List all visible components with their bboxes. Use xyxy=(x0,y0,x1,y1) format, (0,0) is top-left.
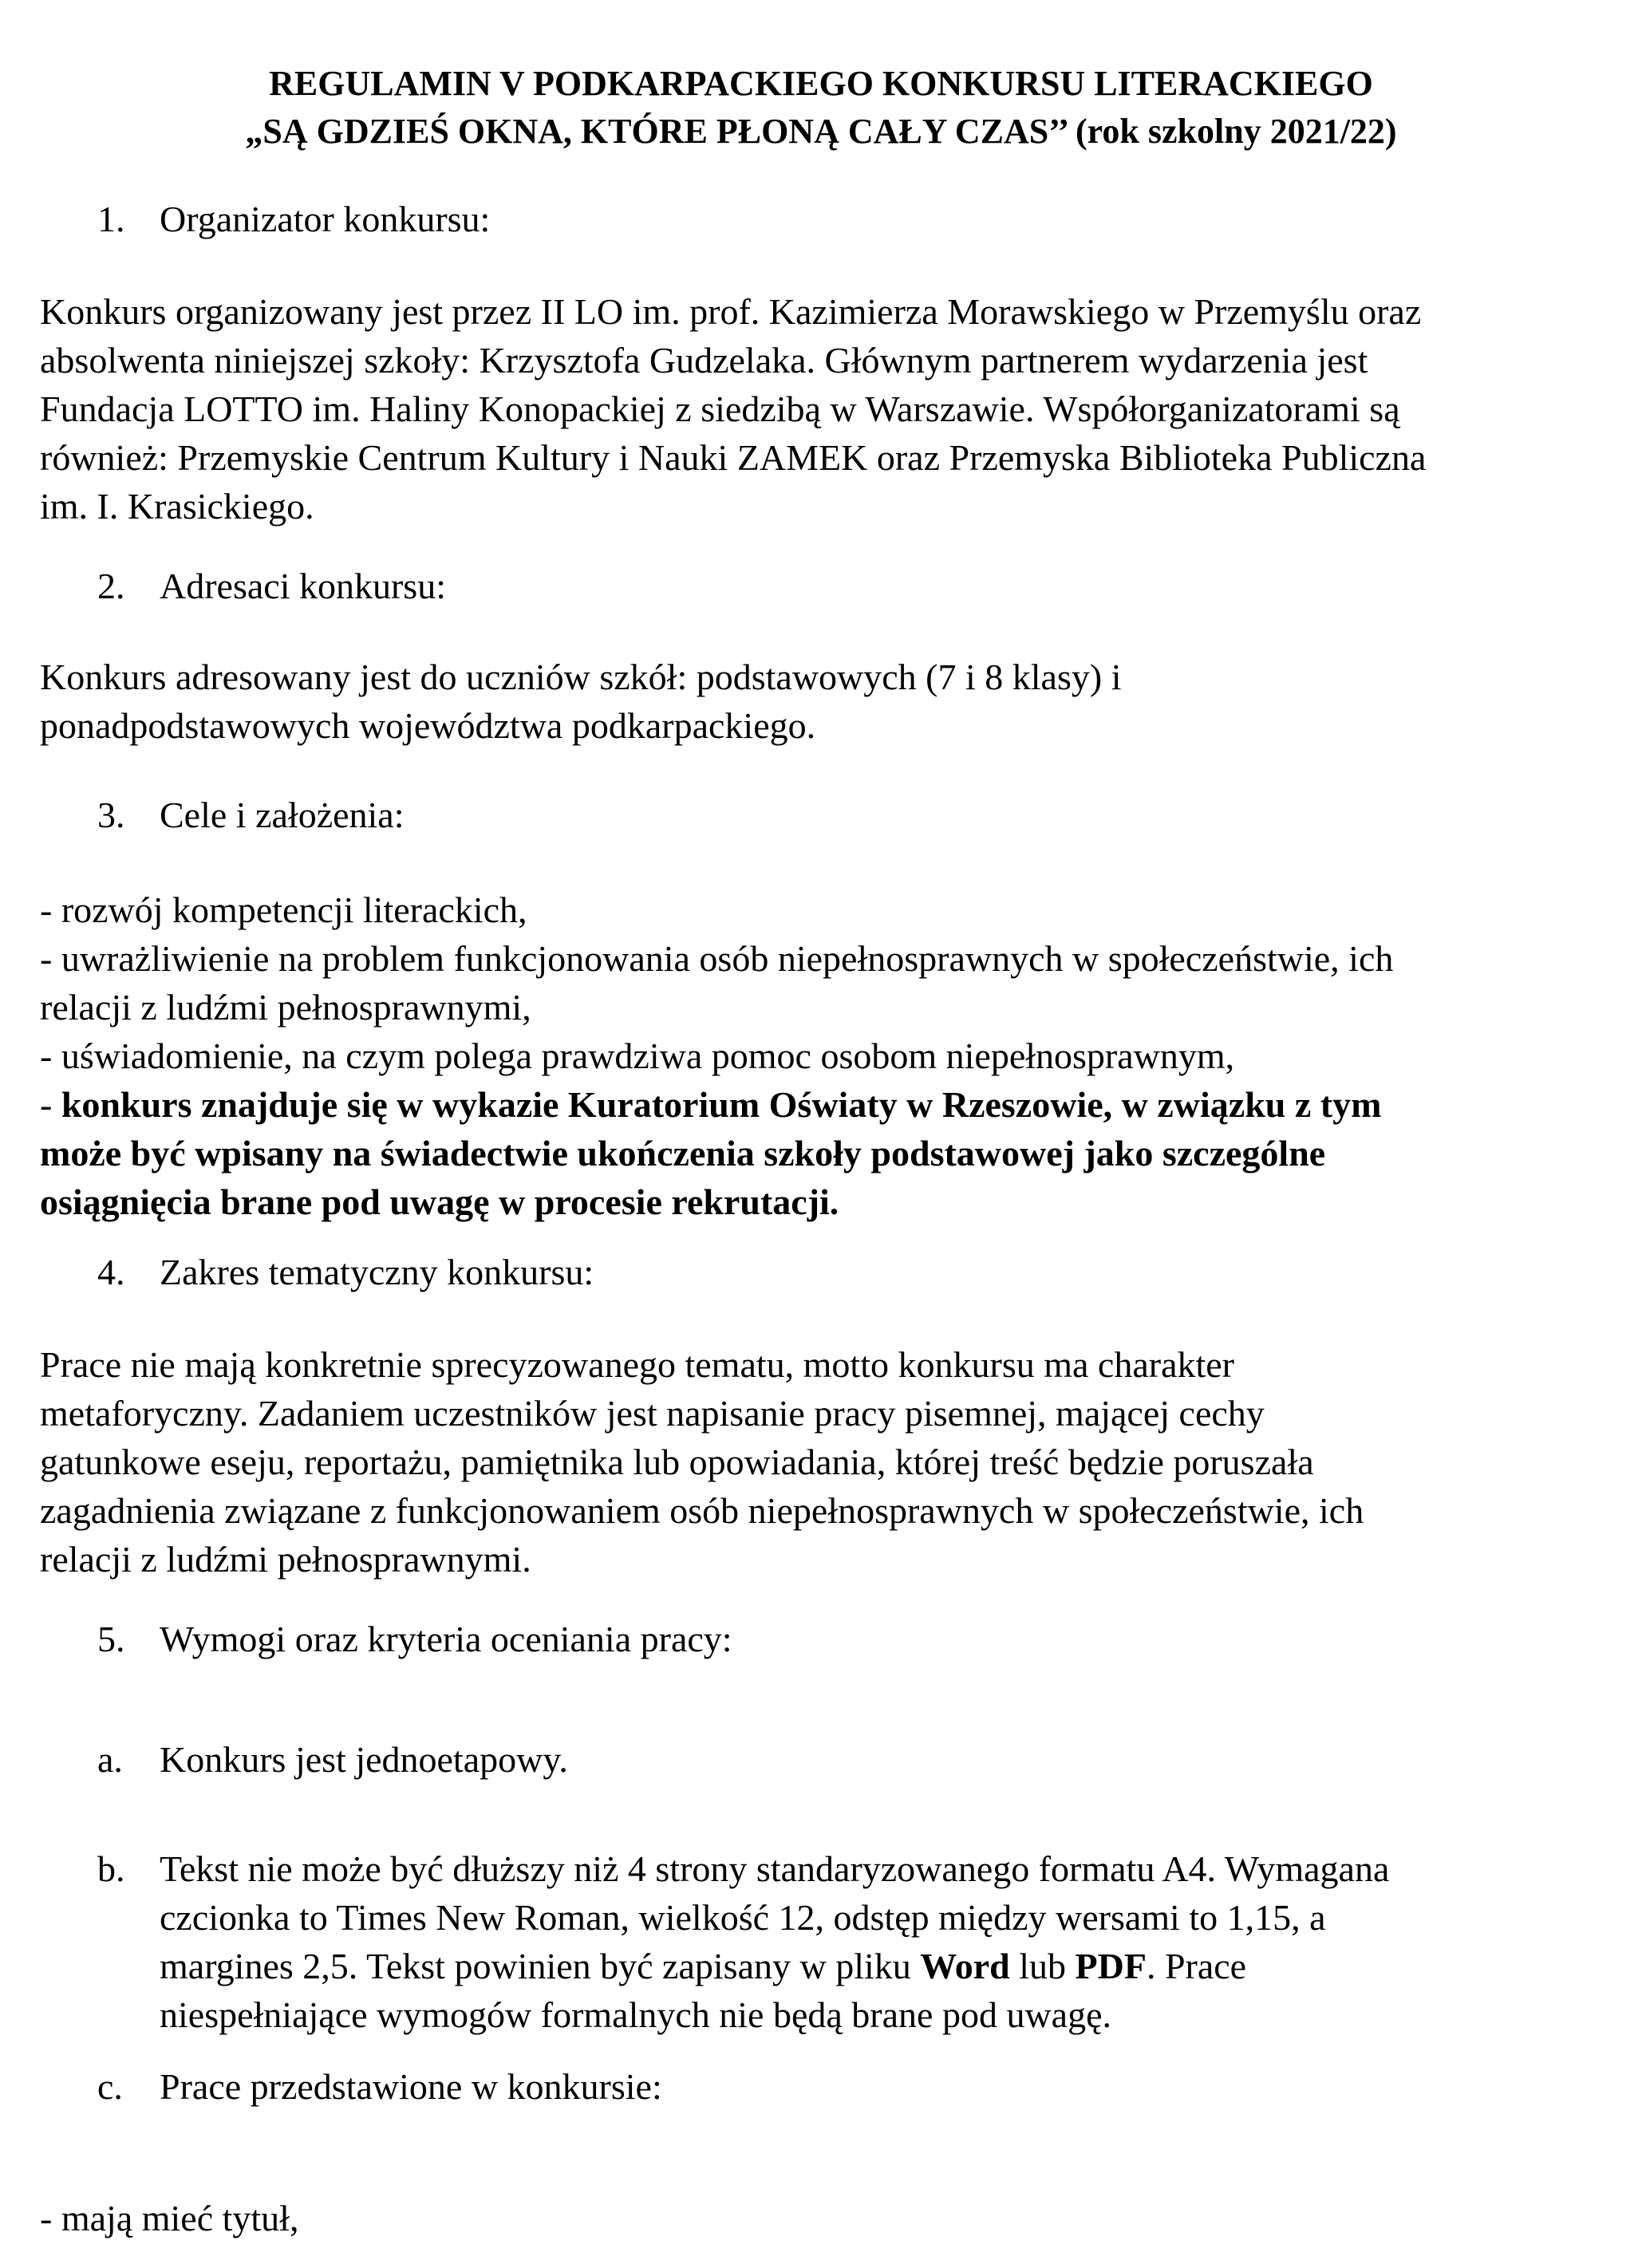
item-line: niespełniające wymogów formalnych nie będą brane pod uwagę. xyxy=(160,1994,1112,2035)
paragraph-line: również: Przemyskie Centrum Kultury i Nauki ZAMEK oraz Przemyska Biblioteka Publiczna xyxy=(40,437,1427,478)
section-number: 1. xyxy=(97,199,125,239)
item-text xyxy=(160,1735,568,1784)
section-3-list xyxy=(40,886,1393,1226)
list-item-bold-continuation: osiągnięcia brane pod uwagę w procesie rekrutacji. xyxy=(40,1181,839,1222)
section-number: 5. xyxy=(97,1619,125,1659)
item-text xyxy=(160,1844,1389,2039)
paragraph-line: Konkurs organizowany jest przez II LO im. prof. Kazimierza Morawskiego w Przemyślu oraz xyxy=(40,291,1422,332)
section-title: Cele i założenia: xyxy=(160,795,405,835)
section-number: 2. xyxy=(97,566,125,606)
paragraph-line: Fundacja LOTTO im. Haliny Konopackiej z siedzibą w Warszawie. Współorganizatorami są xyxy=(40,389,1400,429)
paragraph-line: metaforyczny. Zadaniem uczestników jest napisanie pracy pisemnej, mającej cechy xyxy=(40,1393,1265,1434)
item-text-segment: . Prace xyxy=(1146,1946,1247,1986)
section-4-paragraph xyxy=(40,1340,1364,1584)
document-title-line-1: REGULAMIN V PODKARPACKIEGO KONKURSU LITERACKIEGO xyxy=(269,64,1373,103)
paragraph-line: Prace nie mają konkretnie sprecyzowanego tematu, motto konkursu ma charakter xyxy=(40,1344,1234,1385)
list-item: - uświadomienie, na czym polega prawdziwa pomoc osobom niepełnosprawnym, xyxy=(40,1035,1235,1076)
item-label: a. xyxy=(97,1739,123,1780)
section-4-heading xyxy=(97,1248,594,1296)
section-3-heading xyxy=(97,791,405,839)
list-item: - rozwój kompetencji literackich, xyxy=(40,889,527,930)
list-dash: - xyxy=(40,1084,61,1125)
paragraph-line: ponadpodstawowych województwa podkarpackiego. xyxy=(40,705,816,746)
item-line: Konkurs jest jednoetapowy. xyxy=(160,1739,568,1780)
file-format-pdf: PDF xyxy=(1075,1946,1147,1986)
section-title: Wymogi oraz kryteria oceniania pracy: xyxy=(160,1619,732,1659)
section-2-paragraph xyxy=(40,653,1121,750)
paragraph-line: im. I. Krasickiego. xyxy=(40,486,314,527)
list-item: - uwrażliwienie na problem funkcjonowania osób niepełnosprawnych w społeczeństwie, ich xyxy=(40,938,1394,979)
section-title: Adresaci konkursu: xyxy=(160,566,446,606)
section-number: 4. xyxy=(97,1252,125,1292)
item-line: Tekst nie może być dłuższy niż 4 strony standaryzowanego formatu A4. Wymagana xyxy=(160,1848,1390,1889)
document-title-line-2: „SĄ GDZIEŚ OKNA, KTÓRE PŁONĄ CAŁY CZAS’’ (rok szkolny 2021/22) xyxy=(245,112,1397,151)
paragraph-line: gatunkowe eseju, reportażu, pamiętnika lub opowiadania, której treść będzie poruszała xyxy=(40,1442,1314,1482)
file-format-word: Word xyxy=(920,1946,1010,1986)
item-line xyxy=(160,1942,1389,1990)
section-2-heading xyxy=(97,562,446,610)
item-line: Prace przedstawione w konkursie: xyxy=(160,2066,662,2107)
section-title: Organizator konkursu: xyxy=(160,199,491,239)
section-title: Zakres tematyczny konkursu: xyxy=(160,1252,594,1292)
paragraph-line: Konkurs adresowany jest do uczniów szkół: podstawowych (7 i 8 klasy) i xyxy=(40,657,1122,697)
list-item-bold-continuation: może być wpisany na świadectwie ukończenia szkoły podstawowej jako szczególne xyxy=(40,1133,1326,1173)
list-item-continuation: relacji z ludźmi pełnosprawnymi, xyxy=(40,987,531,1028)
paragraph-line: relacji z ludźmi pełnosprawnymi. xyxy=(40,1539,531,1580)
item-line: czcionka to Times New Roman, wielkość 12, odstęp między wersami to 1,15, a xyxy=(160,1897,1326,1938)
item-text-segment: lub xyxy=(1009,1946,1076,1986)
item-text-segment: margines 2,5. Tekst powinien być zapisany w pliku xyxy=(160,1946,921,1986)
bold-text: konkurs znajduje się w wykazie Kuratorium Oświaty w Rzeszowie, w związku z tym xyxy=(61,1084,1382,1125)
item-label: b. xyxy=(97,1848,125,1889)
section-1-paragraph xyxy=(40,287,1426,531)
requirement-c-subitem: - mają mieć tytuł, xyxy=(40,2198,299,2238)
paragraph-line: absolwenta niniejszej szkoły: Krzysztofa Gudzelaka. Głównym partnerem wydarzenia jest xyxy=(40,340,1368,381)
section-5-heading xyxy=(97,1615,732,1663)
section-number: 3. xyxy=(97,795,125,835)
section-1-heading xyxy=(97,195,490,243)
paragraph-line: zagadnienia związane z funkcjonowaniem osób niepełnosprawnych w społeczeństwie, ich xyxy=(40,1490,1364,1531)
list-item-bold xyxy=(40,1080,1393,1129)
item-label: c. xyxy=(97,2066,123,2107)
item-text xyxy=(160,2062,662,2111)
